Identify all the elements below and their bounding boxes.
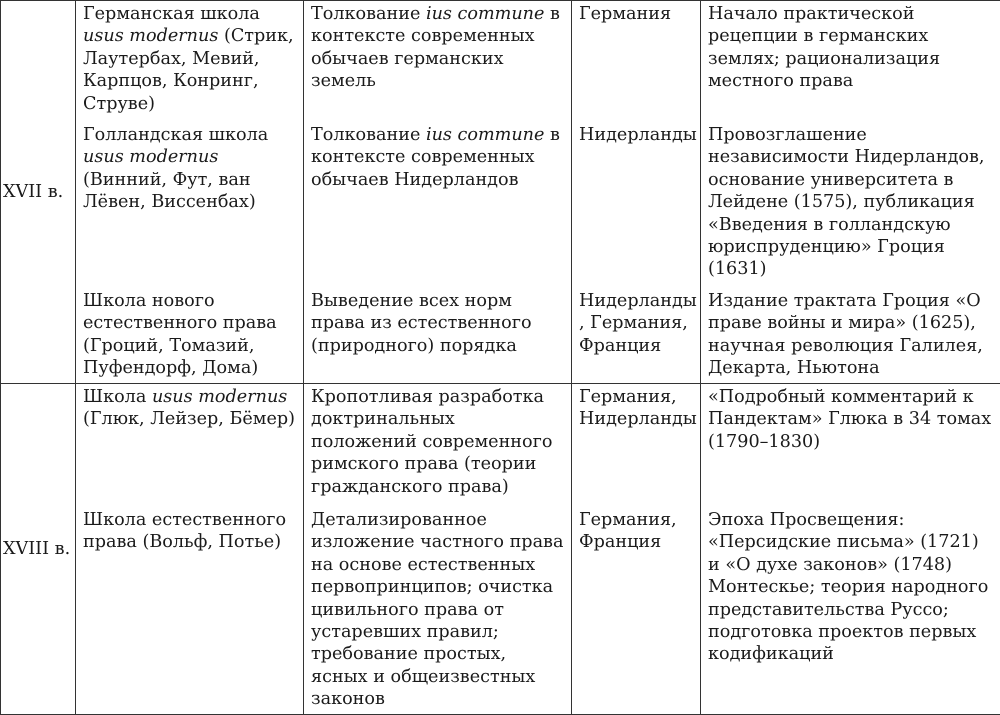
- school-text: Школа нового естественного права (Гроций, Томазий, Пуфендорф, Дома): [83, 291, 277, 378]
- table-row: [1, 284, 1000, 384]
- method-latin-term: ius commune: [426, 125, 544, 145]
- method-text-tail: в контексте современных обычаев Нидерландов: [311, 125, 560, 190]
- events-cell: Провозглашение независимости Нидерландов, основание университета в Лейдене (1575), публикация «Введения в голландскую юриспруденцию» Гроция (1631): [701, 118, 1000, 284]
- events-cell: «Подробный комментарий к Пандектам» Глюка в 34 томах (1790–1830): [701, 383, 1000, 501]
- school-text: Школа естественного права (Вольф, Потье): [83, 510, 286, 552]
- table-row: [1, 383, 1000, 501]
- method-latin-term: ius commune: [426, 4, 544, 24]
- method-text: Толкование: [311, 125, 426, 145]
- school-text-tail: (Стрик, Лаутербах, Мевий, Карпцов, Конринг, Струве): [83, 26, 294, 113]
- table-row: [1, 118, 1000, 284]
- events-cell: Издание трактата Гроция «О праве войны и мира» (1625), научная революция Галилея, Декарта, Ньютона: [701, 284, 1000, 384]
- method-text: Кропотливая разработка доктринальных положений современного римского права (теории гражданского права): [311, 387, 552, 497]
- method-cell: [304, 118, 572, 284]
- school-text-tail: (Винний, Фут, ван Лёвен, Виссенбах): [83, 170, 256, 212]
- table-row: [1, 1, 1000, 119]
- method-text: Выведение всех норм права из естественного (природного) порядка: [311, 291, 532, 356]
- school-cell: [76, 118, 304, 284]
- school-text-tail: (Глюк, Лейзер, Бёмер): [83, 409, 295, 429]
- school-latin-term: usus modernus: [83, 26, 218, 46]
- school-latin-term: usus modernus: [152, 387, 287, 407]
- method-cell: [304, 1, 572, 119]
- country-cell: Германия, Нидерланды: [572, 383, 701, 501]
- century-cell-17: XVII в.: [1, 1, 76, 384]
- method-cell: [304, 501, 572, 714]
- century-cell-18: XVIII в.: [1, 383, 76, 714]
- school-cell: [76, 501, 304, 714]
- events-cell: Начало практической рецепции в германских землях; рационализация местного права: [701, 1, 1000, 119]
- method-text: Толкование: [311, 4, 426, 24]
- school-text: Голландская школа: [83, 125, 268, 145]
- table-row: [1, 501, 1000, 714]
- school-cell: [76, 284, 304, 384]
- country-cell: Нидерланды: [572, 118, 701, 284]
- method-cell: [304, 284, 572, 384]
- school-text: Германская школа: [83, 4, 260, 24]
- method-cell: [304, 383, 572, 501]
- method-text: Детализированное изложение частного права на основе естественных первопринципов; очистка цивильного права от устаревших правил; требование простых, ясных и общеизвестных законов: [311, 510, 563, 709]
- country-cell: Германия: [572, 1, 701, 119]
- school-cell: [76, 383, 304, 501]
- method-text-tail: в контексте современных обычаев германских земель: [311, 4, 560, 91]
- school-latin-term: usus modernus: [83, 147, 218, 167]
- country-cell: Германия, Франция: [572, 501, 701, 714]
- events-cell: Эпоха Просвещения: «Персидские письма» (1721) и «О духе законов» (1748) Монтескье; теория народного представительства Руссо; подготовка проектов первых кодификаций: [701, 501, 1000, 714]
- country-cell: Нидерланды, Германия, Франция: [572, 284, 701, 384]
- school-cell: [76, 1, 304, 119]
- school-text: Школа: [83, 387, 152, 407]
